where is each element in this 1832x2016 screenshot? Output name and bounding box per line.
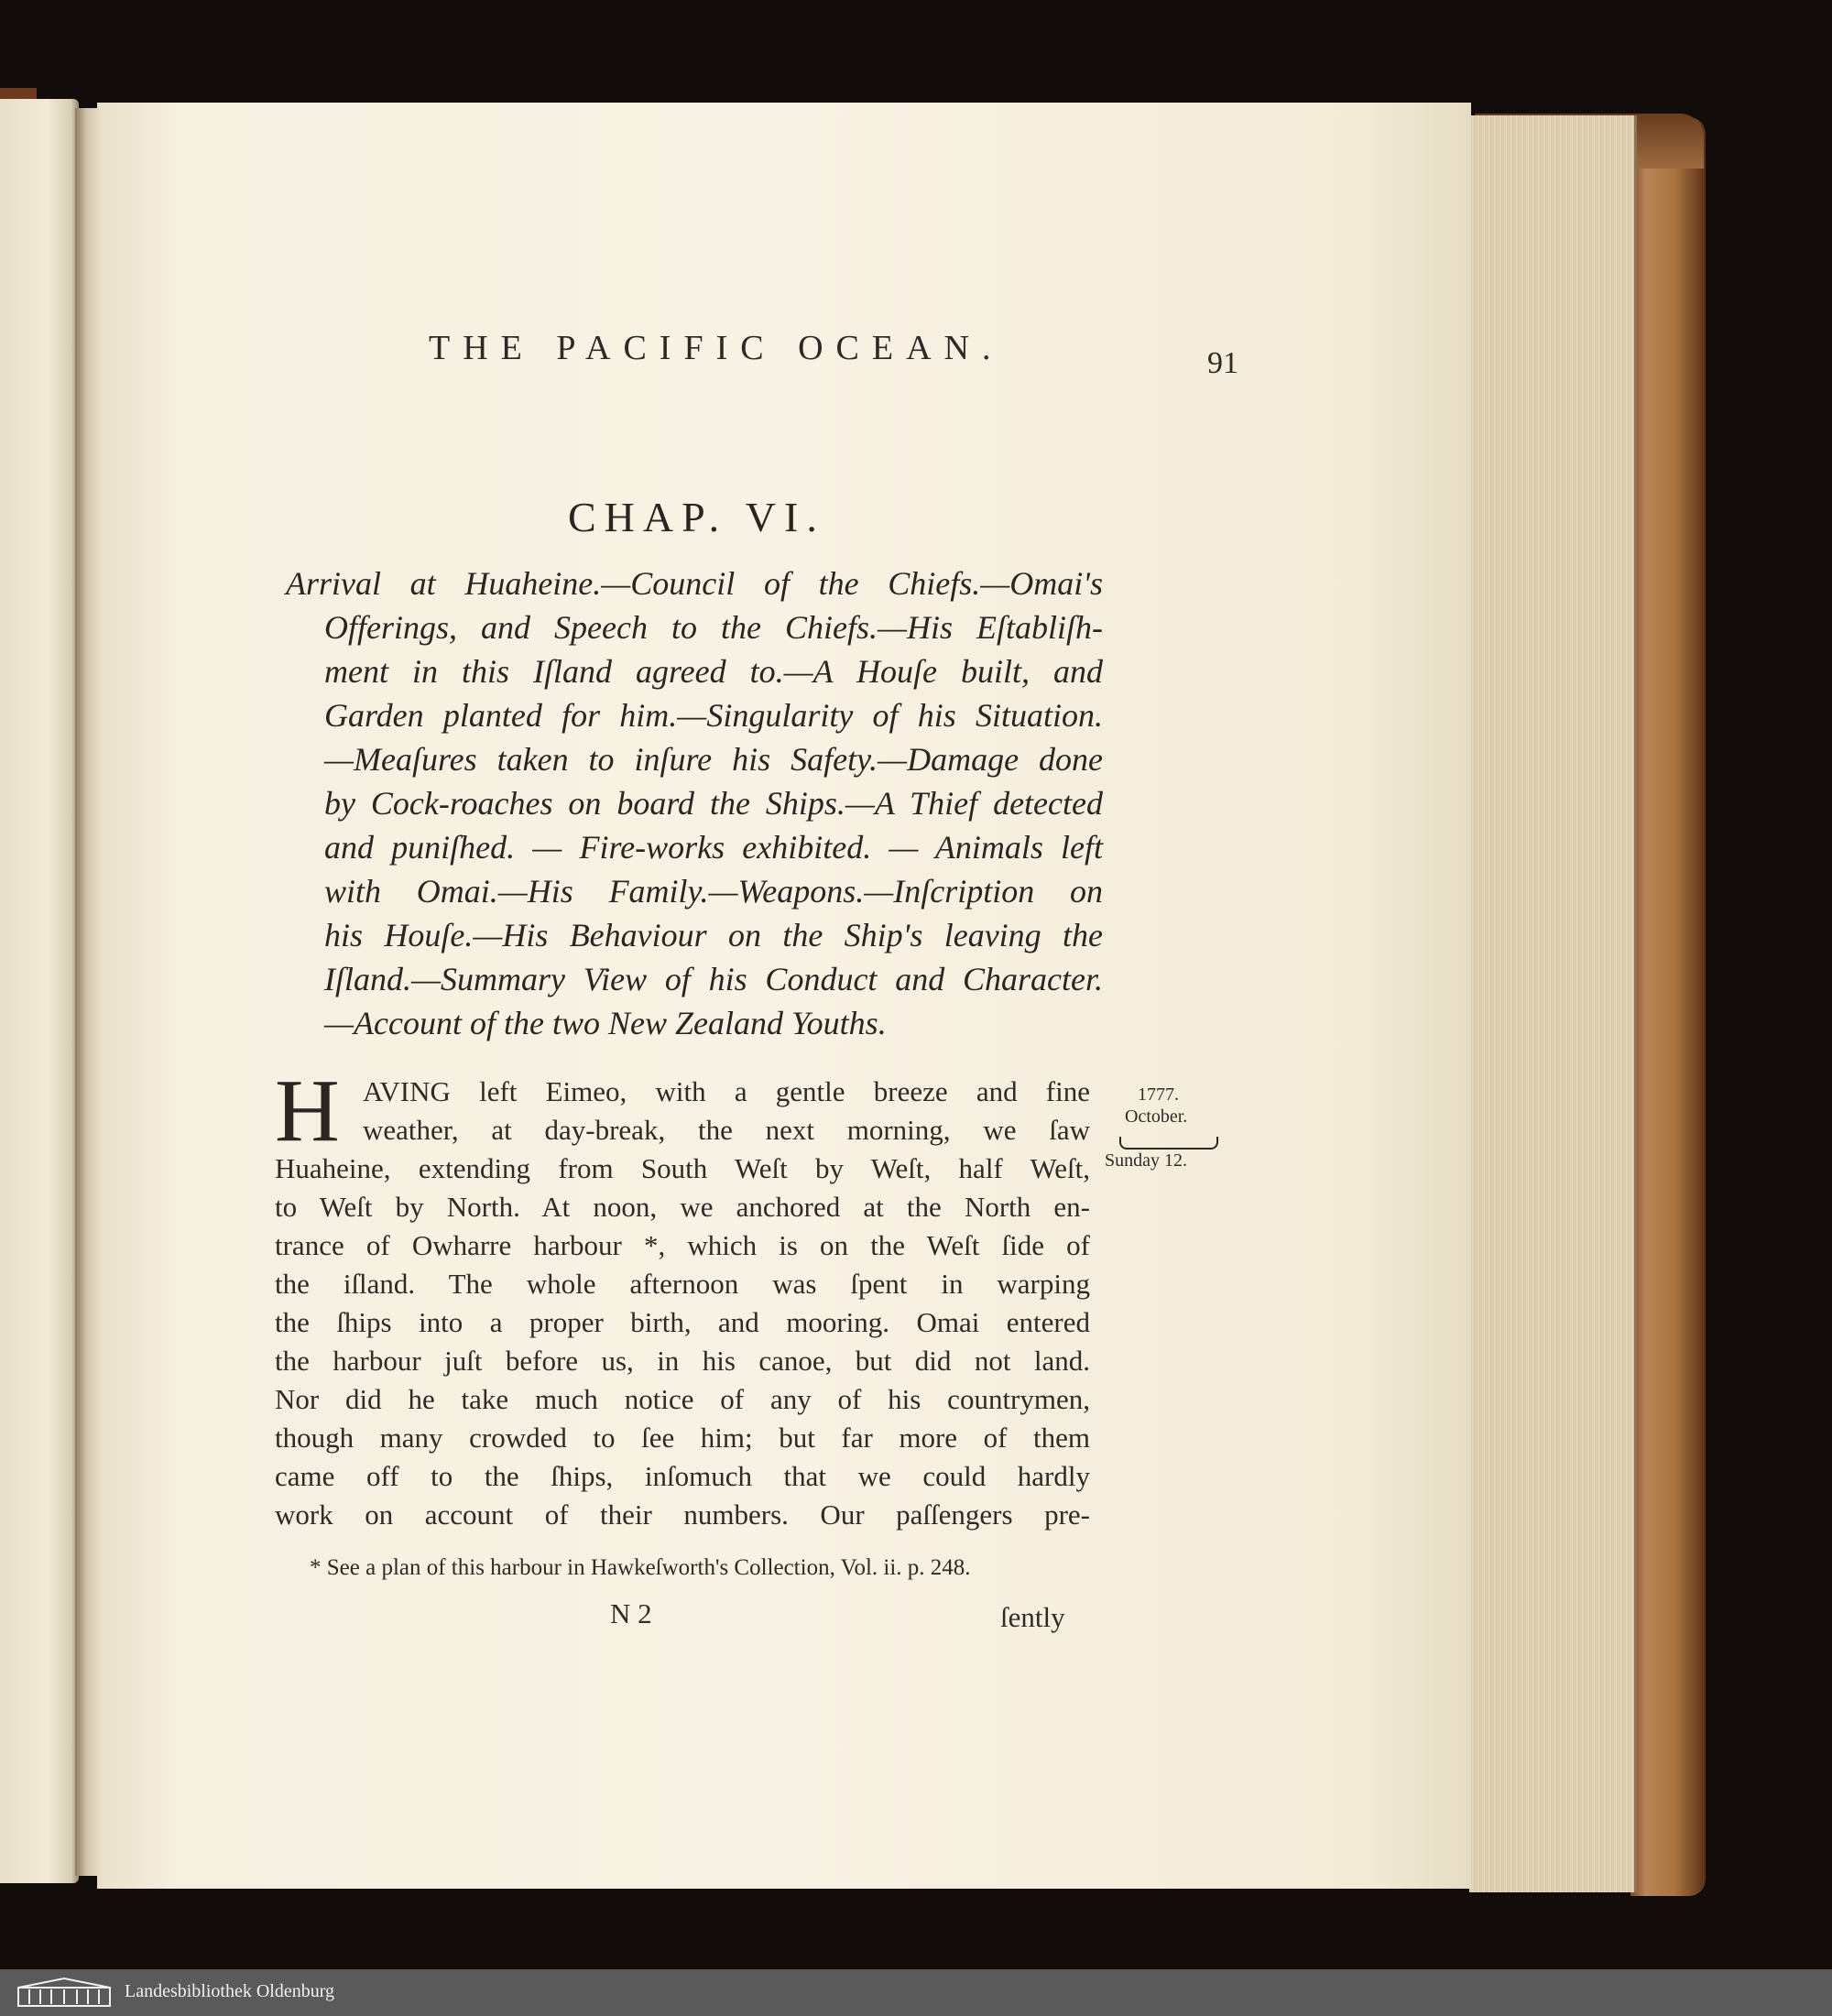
summary-line: by Cock-roaches on board the Ships.—A Thief detected: [324, 785, 1103, 822]
signature-mark: N 2: [610, 1597, 652, 1629]
body-line: the harbour juſt before us, in his canoe, but did not land.: [275, 1345, 1090, 1377]
summary-line: with Omai.—His Family.—Weapons.—Inſcription on: [324, 873, 1103, 910]
drop-cap: H: [275, 1062, 340, 1161]
body-line: Huaheine, extending from South Weſt by Weſt, half Weſt,: [275, 1152, 1090, 1184]
body-line: came off to the ſhips, inſomuch that we could hardly: [275, 1460, 1090, 1492]
book-gutter: [75, 108, 103, 1876]
body-line: the iſland. The whole afternoon was ſpent in warping: [275, 1268, 1090, 1300]
library-building-icon: [16, 1977, 112, 2008]
body-line: AVING left Eimeo, with a gentle breeze and fine: [363, 1075, 1090, 1107]
margin-brace: [1119, 1137, 1218, 1150]
summary-line: Garden planted for him.—Singularity of his Situation.: [324, 697, 1103, 734]
body-line: weather, at day-break, the next morning, we ſaw: [363, 1114, 1090, 1146]
body-line: Nor did he take much notice of any of his countrymen,: [275, 1383, 1090, 1415]
summary-line: Arrival at Huaheine.—Council of the Chiefs.—Omai's: [286, 565, 1103, 602]
body-line: to Weſt by North. At noon, we anchored at the North en-: [275, 1191, 1090, 1223]
summary-line: and puniſhed. — Fire-works exhibited. — Animals left: [324, 829, 1103, 866]
chapter-title: CHAP. VI.: [568, 494, 825, 540]
margin-month: October.: [1125, 1106, 1188, 1127]
catchword: ſently: [1000, 1601, 1065, 1633]
left-page-edge: [0, 99, 79, 1883]
footer-bar: [0, 1969, 1832, 2016]
footnote: * See a plan of this harbour in Hawkeſworth's Collection, Vol. ii. p. 248.: [310, 1555, 971, 1580]
back-cover: [1630, 117, 1706, 1896]
library-name: Landesbibliothek Oldenburg: [125, 1981, 335, 2001]
page-number: 91: [1207, 346, 1238, 380]
summary-line: Offerings, and Speech to the Chiefs.—His Eſtabliſh-: [324, 609, 1103, 646]
summary-line: Iſland.—Summary View of his Conduct and Character.: [324, 961, 1103, 997]
running-head: THE PACIFIC OCEAN.: [429, 329, 1004, 367]
margin-year: 1777.: [1138, 1084, 1179, 1105]
body-line: trance of Owharre harbour *, which is on the Weſt ſide of: [275, 1229, 1090, 1261]
summary-line: ment in this Iſland agreed to.—A Houſe built, and: [324, 653, 1103, 690]
margin-day: Sunday 12.: [1105, 1150, 1187, 1171]
summary-line: his Houſe.—His Behaviour on the Ship's leaving the: [324, 917, 1103, 954]
page-edges: [1469, 115, 1637, 1892]
body-line: though many crowded to ſee him; but far more of them: [275, 1422, 1090, 1454]
body-line: work on account of their numbers. Our paſſengers pre-: [275, 1498, 1090, 1531]
body-line: the ſhips into a proper birth, and mooring. Omai entered: [275, 1306, 1090, 1338]
summary-line: —Meaſures taken to inſure his Safety.—Damage done: [324, 741, 1103, 778]
summary-line: —Account of the two New Zealand Youths.: [324, 1005, 887, 1041]
